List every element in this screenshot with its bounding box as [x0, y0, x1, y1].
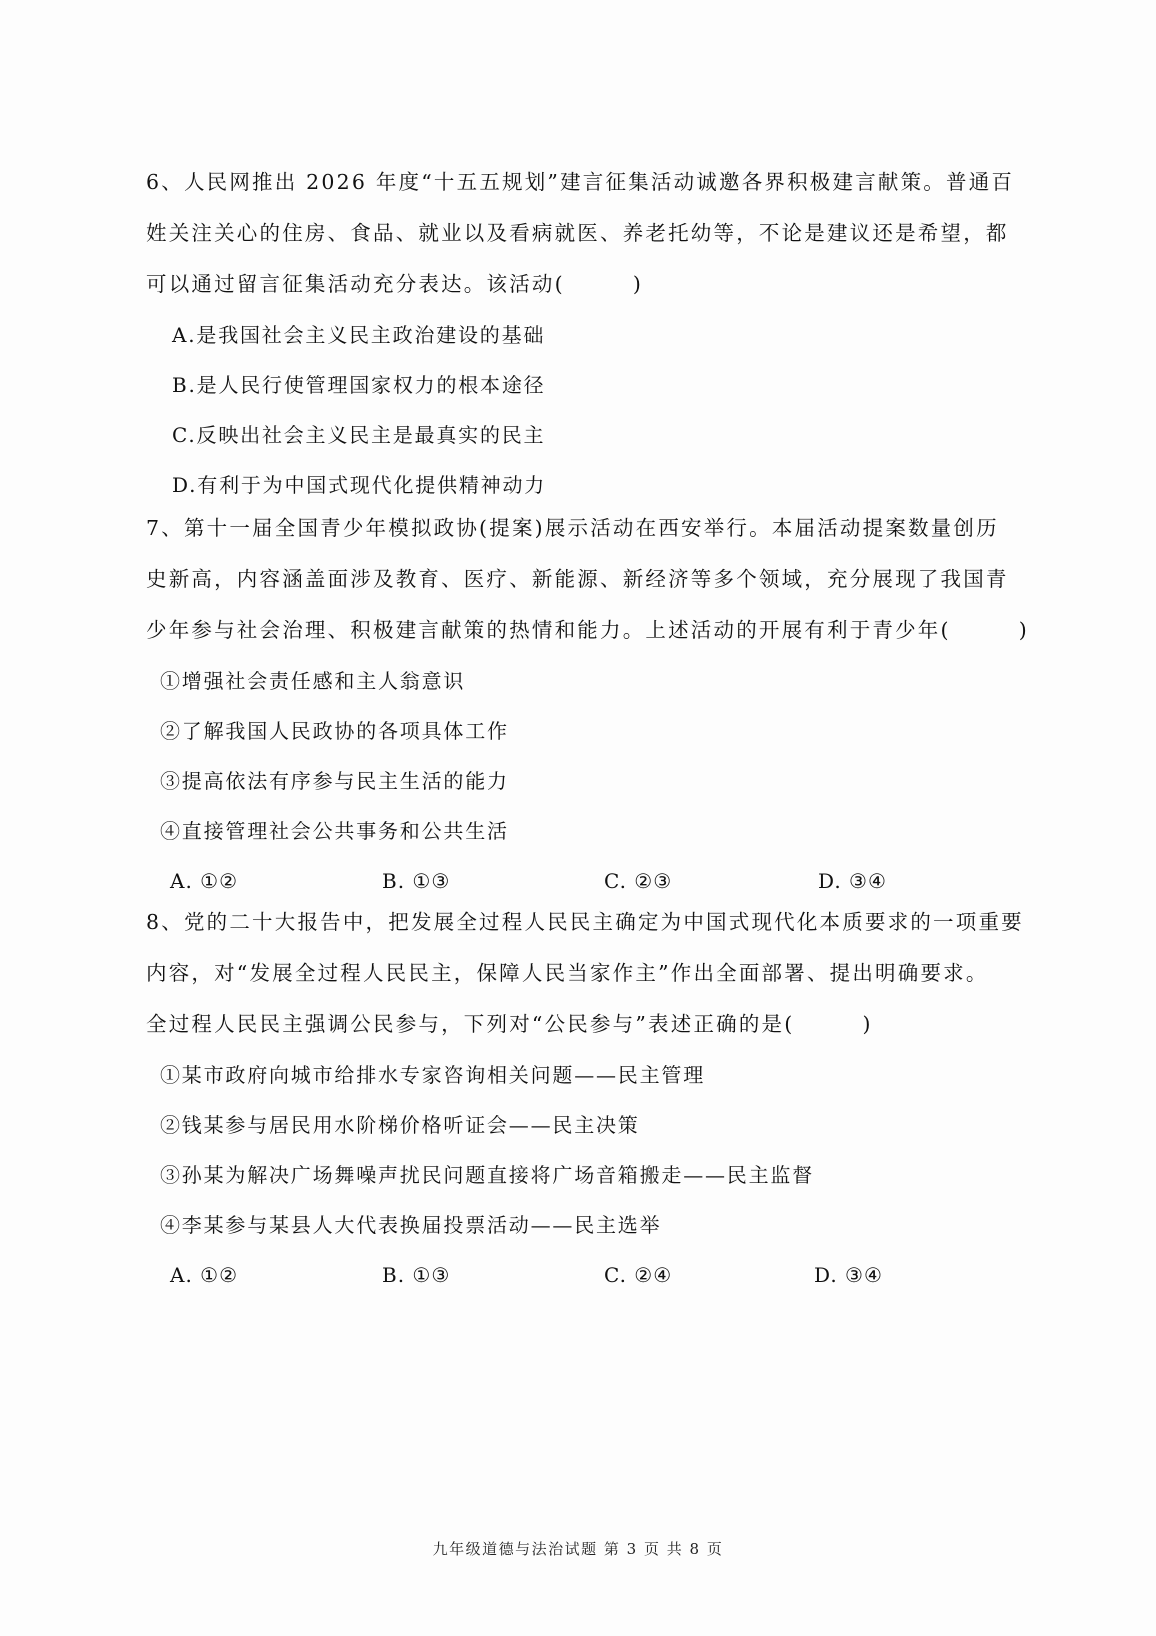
question-8-item-1: ①某市政府向城市给排水专家咨询相关问题——民主管理	[160, 1063, 705, 1087]
question-8-item-2: ②钱某参与居民用水阶梯价格听证会——民主决策	[160, 1113, 640, 1137]
question-6-stem-line: 6、人民网推出 2026 年度“十五五规划”建言征集活动诚邀各界积极建言献策。普通百	[146, 170, 1015, 194]
question-8	[146, 897, 1026, 1300]
question-8-stem-line: 8、党的二十大报告中，把发展全过程人民民主确定为中国式现代化本质要求的一项重要	[146, 910, 1024, 934]
question-8-choice-a: A. ①②	[170, 1263, 239, 1287]
question-6-option-c: C.反映出社会主义民主是最真实的民主	[172, 423, 546, 447]
question-7-choice-d: D. ③④	[818, 869, 887, 893]
question-6	[146, 157, 1026, 510]
question-8-choice-c: C. ②④	[604, 1263, 673, 1287]
question-7-item-2: ②了解我国人民政协的各项具体工作	[160, 719, 509, 743]
question-7-item-3: ③提高依法有序参与民主生活的能力	[160, 769, 509, 793]
question-6-stem-line: 姓关注关心的住房、食品、就业以及看病就医、养老托幼等，不论是建议还是希望，都	[146, 221, 1009, 245]
question-7-stem-line: 7、第十一届全国青少年模拟政协(提案)展示活动在西安举行。本届活动提案数量创历	[146, 516, 999, 540]
question-6-option-b: B.是人民行使管理国家权力的根本途径	[172, 373, 546, 397]
question-8-choices	[146, 1250, 1026, 1300]
question-7-stem-line: 史新高，内容涵盖面涉及教育、医疗、新能源、新经济等多个领域，充分展现了我国青	[146, 567, 1009, 591]
question-8-stem-line: 全过程人民民主强调公民参与，下列对“公民参与”表述正确的是( )	[146, 1012, 873, 1036]
question-7-choice-b: B. ①③	[382, 869, 451, 893]
page-footer: 九年级道德与法治试题 第 3 页 共 8 页	[432, 1540, 724, 1558]
question-8-item-3: ③孙某为解决广场舞噪声扰民问题直接将广场音箱搬走——民主监督	[160, 1163, 814, 1187]
question-7-stem-line: 少年参与社会治理、积极建言献策的热情和能力。上述活动的开展有利于青少年( )	[146, 618, 1029, 642]
question-6-stem-line: 可以通过留言征集活动充分表达。该活动( )	[146, 272, 644, 296]
question-7	[146, 503, 1029, 906]
question-7-item-4: ④直接管理社会公共事务和公共生活	[160, 819, 509, 843]
question-6-option-a: A.是我国社会主义民主政治建设的基础	[172, 323, 546, 347]
question-8-choice-b: B. ①③	[382, 1263, 451, 1287]
question-6-stem	[146, 157, 1026, 310]
question-8-stem	[146, 897, 1026, 1050]
question-7-stem	[146, 503, 1029, 656]
question-7-choice-c: C. ②③	[604, 869, 673, 893]
question-8-choice-d: D. ③④	[814, 1263, 883, 1287]
question-7-choice-a: A. ①②	[170, 869, 239, 893]
question-7-item-1: ①增强社会责任感和主人翁意识	[160, 669, 466, 693]
question-8-item-4: ④李某参与某县人大代表换届投票活动——民主选举	[160, 1213, 662, 1237]
question-8-stem-line: 内容，对“发展全过程人民民主，保障人民当家作主”作出全面部署、提出明确要求。	[146, 961, 989, 985]
question-6-option-d: D.有利于为中国式现代化提供精神动力	[172, 473, 547, 497]
